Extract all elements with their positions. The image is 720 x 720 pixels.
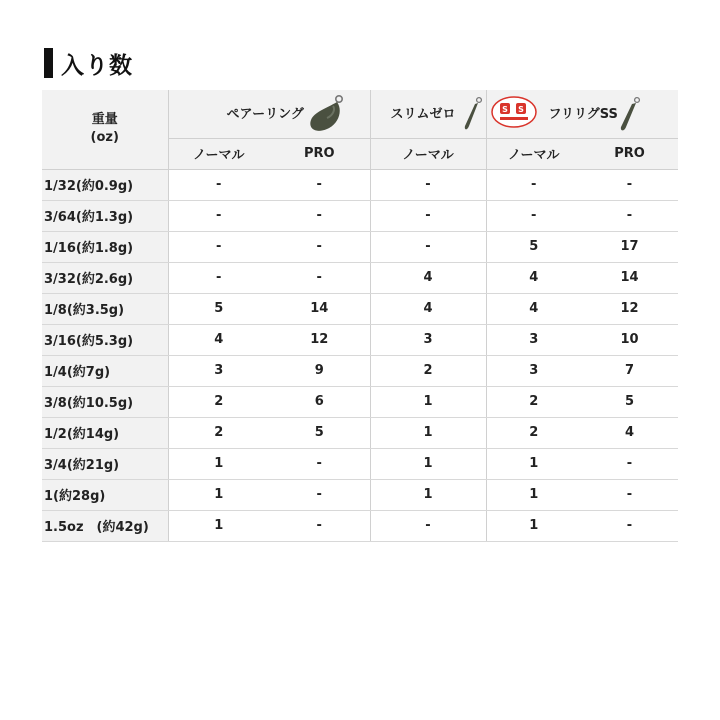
quantity-cell: 1	[370, 479, 486, 510]
quantity-cell: 10	[581, 324, 678, 355]
quantity-cell: -	[168, 262, 269, 293]
quantity-cell: 14	[581, 262, 678, 293]
weight-cell: 1.5oz (約42g)	[42, 510, 168, 541]
table-row	[42, 417, 678, 448]
quantity-cell: 4	[168, 324, 269, 355]
quantity-cell: 5	[269, 417, 370, 448]
quantity-cell: -	[370, 169, 486, 200]
quantity-cell: 5	[486, 231, 581, 262]
quantity-cell: 14	[269, 293, 370, 324]
group-header-pear-ring	[168, 90, 370, 138]
quantity-cell: 2	[168, 386, 269, 417]
table-row	[42, 200, 678, 231]
quantity-cell: -	[168, 200, 269, 231]
quantity-cell: -	[581, 200, 678, 231]
weight-cell: 3/16(約5.3g)	[42, 324, 168, 355]
quantity-cell: 17	[581, 231, 678, 262]
quantity-cell: -	[269, 169, 370, 200]
weight-cell: 3/64(約1.3g)	[42, 200, 168, 231]
svg-text:S: S	[501, 105, 508, 114]
table-row	[42, 448, 678, 479]
quantity-cell: 4	[486, 293, 581, 324]
weight-cell: 1(約28g)	[42, 479, 168, 510]
quantity-cell: -	[370, 231, 486, 262]
quantity-table	[42, 90, 678, 542]
quantity-cell: -	[581, 169, 678, 200]
group-header-slim-zero	[370, 90, 486, 138]
quantity-cell: 3	[486, 324, 581, 355]
quantity-cell: -	[269, 231, 370, 262]
quantity-cell: -	[269, 262, 370, 293]
group-title-pear-ring: ペアーリング	[226, 107, 304, 122]
weight-cell: 3/32(約2.6g)	[42, 262, 168, 293]
quantity-cell: 4	[581, 417, 678, 448]
quantity-cell: -	[269, 448, 370, 479]
weight-header-label: 重量	[91, 112, 118, 128]
table-body	[42, 169, 678, 541]
weight-cell: 1/4(約7g)	[42, 355, 168, 386]
weight-cell: 1/2(約14g)	[42, 417, 168, 448]
quantity-cell: 3	[370, 324, 486, 355]
subheader-slim-normal: ノーマル	[370, 138, 486, 169]
quantity-cell: 5	[581, 386, 678, 417]
subheader-freerig-pro: PRO	[581, 138, 678, 169]
group-title-free-rig-ss: フリリグSS	[548, 107, 618, 122]
quantity-cell: 1	[168, 510, 269, 541]
table-row	[42, 355, 678, 386]
group-title-slim-zero: スリムゼロ	[390, 107, 456, 122]
weight-cell: 1/8(約3.5g)	[42, 293, 168, 324]
quantity-cell: 1	[370, 448, 486, 479]
slim-sinker-icon	[463, 96, 483, 134]
quantity-cell: 3	[486, 355, 581, 386]
quantity-cell: 12	[581, 293, 678, 324]
quantity-cell: 1	[370, 417, 486, 448]
quantity-cell: 2	[486, 386, 581, 417]
svg-text:S: S	[517, 105, 524, 114]
quantity-cell: 2	[370, 355, 486, 386]
weight-column-header	[42, 90, 168, 169]
table-row	[42, 262, 678, 293]
quantity-cell: -	[269, 200, 370, 231]
subheader-pear-normal: ノーマル	[168, 138, 269, 169]
quantity-cell: 4	[370, 262, 486, 293]
quantity-cell: -	[269, 479, 370, 510]
quantity-cell: 1	[486, 510, 581, 541]
table-row	[42, 293, 678, 324]
quantity-cell: -	[168, 231, 269, 262]
table-row	[42, 510, 678, 541]
table-row	[42, 386, 678, 417]
pear-sinker-icon	[305, 94, 349, 134]
quantity-cell: -	[370, 200, 486, 231]
quantity-cell: 6	[269, 386, 370, 417]
subheader-freerig-normal: ノーマル	[486, 138, 581, 169]
weight-cell: 1/16(約1.8g)	[42, 231, 168, 262]
quantity-cell: 1	[168, 448, 269, 479]
heading-bar	[44, 48, 53, 78]
table-row	[42, 324, 678, 355]
quantity-cell: 3	[168, 355, 269, 386]
quantity-cell: -	[581, 479, 678, 510]
table-row	[42, 479, 678, 510]
quantity-cell: 2	[168, 417, 269, 448]
quantity-cell: -	[486, 200, 581, 231]
quantity-cell: -	[269, 510, 370, 541]
quantity-cell: 1	[370, 386, 486, 417]
section-heading	[44, 46, 133, 80]
table-row	[42, 169, 678, 200]
quantity-cell: 1	[486, 448, 581, 479]
quantity-cell: 1	[168, 479, 269, 510]
quantity-cell: 12	[269, 324, 370, 355]
ss-badge-logo	[491, 96, 537, 128]
weight-cell: 3/4(約21g)	[42, 448, 168, 479]
quantity-cell: 5	[168, 293, 269, 324]
quantity-cell: -	[486, 169, 581, 200]
slim-sinker-icon	[619, 96, 641, 134]
quantity-cell: 7	[581, 355, 678, 386]
quantity-cell: 9	[269, 355, 370, 386]
heading-title: 入り数	[61, 52, 133, 79]
quantity-cell: -	[168, 169, 269, 200]
quantity-cell: 1	[486, 479, 581, 510]
group-header-free-rig-ss	[486, 90, 678, 138]
weight-cell: 3/8(約10.5g)	[42, 386, 168, 417]
subheader-pear-pro: PRO	[269, 138, 370, 169]
quantity-cell: 2	[486, 417, 581, 448]
quantity-cell: 4	[486, 262, 581, 293]
weight-header-unit: (oz)	[90, 130, 119, 146]
quantity-cell: -	[581, 510, 678, 541]
weight-cell: 1/32(約0.9g)	[42, 169, 168, 200]
quantity-cell: 4	[370, 293, 486, 324]
quantity-cell: -	[370, 510, 486, 541]
table-row	[42, 231, 678, 262]
quantity-cell: -	[581, 448, 678, 479]
